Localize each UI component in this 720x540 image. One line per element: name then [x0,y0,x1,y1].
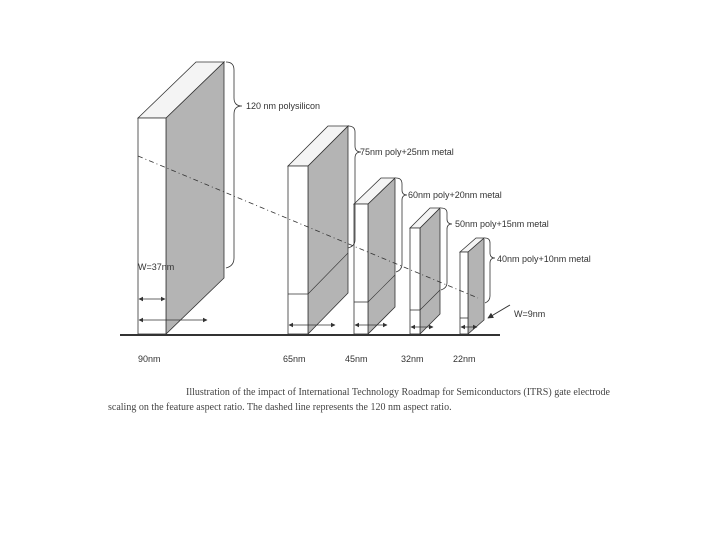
brace-120nm [226,62,242,268]
gate-90nm [138,62,224,334]
w9-pointer-arrow [488,305,510,318]
node-label-65nm: 65nm [283,354,306,364]
brace-22nm [485,238,495,303]
brace-45nm [396,178,407,272]
gate-90nm-front [138,118,166,334]
label-w37: W=37nm [138,262,175,272]
figure-caption: Illustration of the impact of International Technology Roadmap for Semiconductors (ITRS) gate electrode scaling on the feature aspect ratio. The dashed line represents the 120 nm aspect ratio. [108,387,610,413]
gate-45nm [354,178,395,334]
label-22nm-stack: 40nm poly+10nm metal [497,254,591,264]
label-45nm-stack: 60nm poly+20nm metal [408,190,502,200]
label-65nm-stack: 75nm poly+25nm metal [360,147,454,157]
brace-32nm [441,208,452,290]
label-32nm-stack: 50nm poly+15nm metal [455,219,549,229]
label-w9: W=9nm [514,309,546,319]
label-120nm-polysilicon: 120 nm polysilicon [246,101,321,111]
node-label-45nm: 45nm [345,354,368,364]
gate-65nm [288,126,348,334]
gate-22nm [460,238,484,334]
gate-32nm [410,208,440,334]
node-label-32nm: 32nm [401,354,424,364]
node-label-90nm: 90nm [138,354,161,364]
node-label-22nm: 22nm [453,354,476,364]
